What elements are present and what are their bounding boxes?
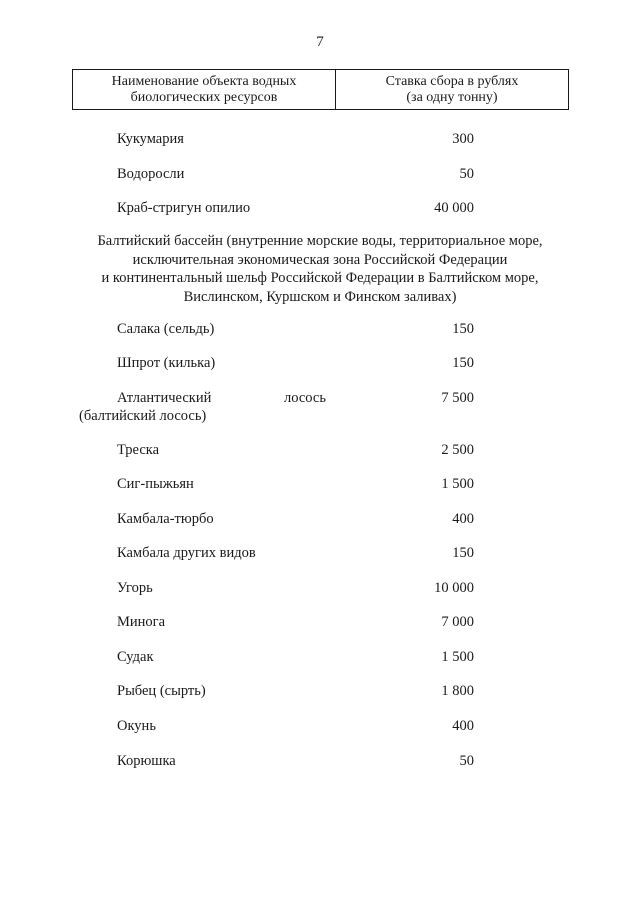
resource-rate: 1 800 — [441, 683, 474, 699]
resource-rate: 10 000 — [434, 580, 474, 596]
table-row — [0, 682, 640, 700]
resource-name: Минога — [117, 614, 166, 630]
resource-name: Окунь — [117, 718, 156, 734]
resource-rate: 1 500 — [441, 476, 474, 492]
resource-name: Угорь — [117, 580, 153, 596]
table-row — [0, 752, 640, 770]
resource-name: Шпрот (килька) — [117, 355, 216, 371]
resource-rate: 50 — [459, 166, 474, 182]
resource-name: Камбала других видов — [117, 545, 256, 561]
table-row — [0, 579, 640, 597]
table-row — [0, 320, 640, 338]
resource-rate: 7 500 — [441, 390, 474, 406]
table-row — [0, 544, 640, 562]
resource-name: Треска — [117, 442, 160, 458]
table-row — [0, 130, 640, 148]
basin-heading-line: исключительная экономическая зона Российской Федерации — [132, 251, 508, 268]
page-number: 7 — [316, 34, 324, 50]
resource-rate: 300 — [452, 131, 474, 147]
resource-name: Корюшка — [117, 753, 176, 769]
resource-name: Кукумария — [117, 131, 184, 147]
table-row — [0, 648, 640, 666]
resource-rate: 2 500 — [441, 442, 474, 458]
resource-rate: 1 500 — [441, 649, 474, 665]
resource-rate: 7 000 — [441, 614, 474, 630]
table-row — [0, 441, 640, 459]
table-row — [0, 510, 640, 528]
resource-rate: 40 000 — [434, 200, 474, 216]
header-rate — [336, 70, 568, 109]
table-row — [0, 199, 640, 217]
resource-name: Водоросли — [117, 166, 185, 182]
header-col1-line1: Наименование объекта водных — [111, 73, 297, 89]
basin-heading-line: Вислинском, Куршском и Финском заливах) — [183, 288, 457, 305]
resource-rate: 150 — [452, 545, 474, 561]
resource-name-continuation: (балтийский лосось) — [79, 408, 207, 424]
resource-name: Камбала-тюрбо — [117, 511, 214, 527]
header-col2-line1: Ставка сбора в рублях — [385, 73, 519, 89]
table-row — [0, 475, 640, 493]
resource-rate: 400 — [452, 511, 474, 527]
basin-heading — [0, 232, 640, 306]
resource-name: Судак — [117, 649, 154, 665]
resource-name: Сиг-пыжьян — [117, 476, 194, 492]
resource-rate: 50 — [459, 753, 474, 769]
resource-name: Салака (сельдь) — [117, 321, 215, 337]
table-row — [0, 354, 640, 372]
resource-rate: 150 — [452, 355, 474, 371]
table-row — [0, 613, 640, 631]
basin-heading-line: Балтийский бассейн (внутренние морские воды, территориальное море, — [97, 233, 543, 249]
resource-name: Краб-стригун опилио — [117, 200, 251, 216]
resource-name-word: лосось — [284, 390, 326, 406]
table-row — [0, 717, 640, 735]
resource-rate: 400 — [452, 718, 474, 734]
resource-name: Рыбец (сырть) — [117, 683, 206, 699]
header-col2-line2: (за одну тонну) — [406, 89, 498, 105]
resource-rate: 150 — [452, 321, 474, 337]
resource-name-word: Атлантический — [117, 390, 212, 406]
header-col1-line2: биологических ресурсов — [130, 89, 278, 105]
rate-table-header — [72, 69, 569, 110]
table-row — [0, 165, 640, 183]
header-resource-name — [73, 70, 336, 109]
basin-heading-line: и континентальный шельф Российской Федерации в Балтийском море, — [101, 270, 539, 286]
